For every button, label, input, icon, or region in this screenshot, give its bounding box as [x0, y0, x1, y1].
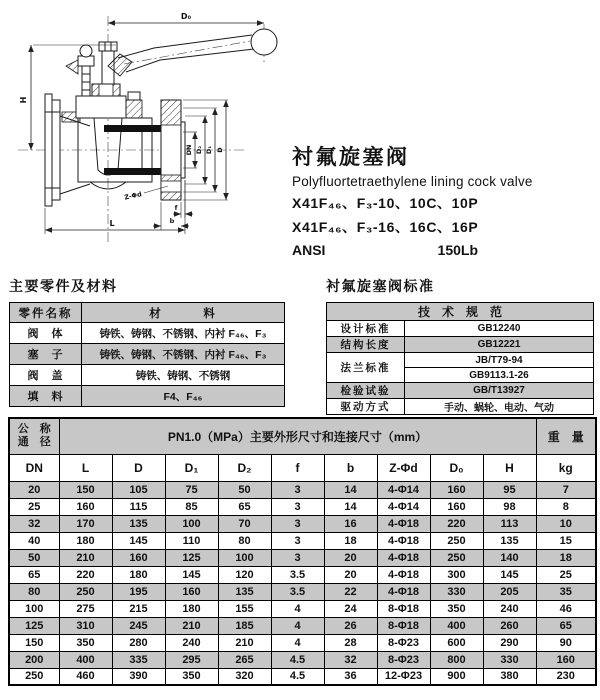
handle-top-edge: [118, 35, 252, 58]
ansi-pressure-class: 150Lb: [437, 242, 478, 258]
product-title-block: [292, 141, 594, 258]
dimension-cell: 335: [112, 651, 165, 668]
standards-row-test: [327, 383, 594, 399]
dimension-cell: 220: [59, 566, 112, 583]
handle-ball-knob: [251, 29, 277, 55]
dimension-cell: 275: [59, 600, 112, 617]
dim-label-d: D: [216, 147, 224, 153]
right-flange-section-top: [161, 100, 181, 125]
nominal-diameter-line2: 通 径: [17, 436, 51, 449]
dimension-cell: 16: [324, 515, 377, 532]
standards-section-heading: 衬氟旋塞阀标准: [326, 278, 435, 294]
dimension-cell: 390: [112, 668, 165, 685]
bonnet: [76, 96, 126, 118]
dimension-cell: 300: [430, 566, 483, 583]
dimension-cell: 160: [536, 651, 596, 668]
dimension-cell: 22: [324, 583, 377, 600]
dimension-cell: 330: [483, 651, 536, 668]
dimension-cell: 145: [165, 566, 218, 583]
dimension-cell: 380: [483, 668, 536, 685]
dimension-cell: 4-Φ14: [377, 481, 430, 498]
dimension-cell: 205: [483, 583, 536, 600]
dimension-row: [9, 498, 596, 515]
dimension-cell: 3: [271, 481, 324, 498]
handle-bottom-edge: [126, 49, 254, 72]
dimension-cell: 3: [271, 532, 324, 549]
dimension-cell: 125: [9, 617, 59, 634]
dimension-cell: 600: [430, 634, 483, 651]
standards-table: [326, 302, 594, 415]
dimension-row: [9, 583, 596, 600]
parts-materials-section: [9, 276, 287, 407]
col-l: L: [59, 454, 112, 481]
dimension-cell: 180: [59, 532, 112, 549]
eye-bolt-shank: [82, 66, 90, 96]
dimension-cell: 150: [9, 634, 59, 651]
dimension-cell: 250: [430, 549, 483, 566]
dimension-cell: 170: [59, 515, 112, 532]
dimension-cell: 90: [536, 634, 596, 651]
dimension-row: [9, 600, 596, 617]
valve-cross-section-drawing: [4, 4, 286, 264]
dimension-cell: 4-Φ18: [377, 566, 430, 583]
parts-col-material: 材 料: [82, 303, 285, 323]
dimension-cell: 20: [324, 549, 377, 566]
dimension-cell: 250: [430, 532, 483, 549]
part-material: 铸铁、铸钢、不锈钢: [82, 365, 285, 386]
dimension-cell: 140: [483, 549, 536, 566]
nominal-diameter-header: [9, 418, 59, 454]
standard-value: 手动、蜗轮、电动、气动: [405, 399, 594, 415]
dimension-cell: 10: [536, 515, 596, 532]
dimension-cell: 4: [271, 617, 324, 634]
product-title-english: Polyfluortetraethylene lining cock valve: [292, 174, 533, 189]
dimension-cell: 220: [430, 515, 483, 532]
dimension-cell: 3: [271, 549, 324, 566]
part-name: 阀 盖: [10, 365, 82, 386]
dimension-cell: 290: [483, 634, 536, 651]
dimension-cell: 115: [112, 498, 165, 515]
dimension-cell: 8-Φ18: [377, 617, 430, 634]
part-material: 铸铁、铸钢、不锈钢、内衬 F₄₆、F₃: [82, 323, 285, 344]
dimension-cell: 250: [59, 583, 112, 600]
dim-label-d0: D₀: [180, 12, 192, 21]
wing-tab-section: [66, 60, 78, 74]
dimension-cell: 75: [165, 481, 218, 498]
dimension-cell: 135: [112, 515, 165, 532]
dimension-cell: 4-Φ18: [377, 583, 430, 600]
valve-technical-drawing: [4, 4, 286, 264]
dimension-row: [9, 651, 596, 668]
dimension-cell: 98: [483, 498, 536, 515]
dimension-cell: 330: [430, 583, 483, 600]
dimension-cell: 100: [218, 549, 271, 566]
col-f: f: [271, 454, 324, 481]
dimension-cell: 18: [536, 549, 596, 566]
standard-value: JB/T79-94: [405, 353, 594, 368]
dimension-cell: 65: [9, 566, 59, 583]
dimensions-section: [8, 417, 597, 686]
gland-section-left: [92, 84, 99, 96]
standards-row-design: [327, 321, 594, 337]
dimension-cell: 280: [112, 634, 165, 651]
col-dn: DN: [9, 454, 59, 481]
dimension-cell: 80: [9, 583, 59, 600]
dimension-cell: 105: [112, 481, 165, 498]
dimension-cell: 4: [271, 600, 324, 617]
dimension-cell: 180: [165, 600, 218, 617]
dimension-row: [9, 566, 596, 583]
dimension-cell: 250: [9, 668, 59, 685]
dimension-cell: 460: [59, 668, 112, 685]
dimension-cell: 120: [218, 566, 271, 583]
dimension-cell: 50: [9, 549, 59, 566]
dimension-cell: 110: [165, 532, 218, 549]
dimension-cell: 4-Φ14: [377, 498, 430, 515]
left-flange-face: [45, 94, 52, 206]
dimension-cell: 8: [536, 498, 596, 515]
standard-value: GB/T13927: [405, 383, 594, 399]
dimension-cell: 125: [165, 549, 218, 566]
standard-label: 法兰标准: [327, 353, 405, 383]
dimension-cell: 113: [483, 515, 536, 532]
dimension-cell: 25: [536, 566, 596, 583]
dim-label-h: H: [19, 96, 28, 104]
dimension-cell: 8-Φ18: [377, 600, 430, 617]
dimension-cell: 265: [218, 651, 271, 668]
dimension-row: [9, 617, 596, 634]
dimension-cell: 310: [59, 617, 112, 634]
dim-label-d2: D₂: [195, 145, 203, 155]
parts-col-name: 零件名称: [10, 303, 82, 323]
weight-header: 重 量: [536, 418, 596, 454]
dim-label-f: f: [174, 204, 178, 212]
standards-row-length: [327, 337, 594, 353]
dimension-cell: 150: [59, 481, 112, 498]
standard-value: GB12240: [405, 321, 594, 337]
stem-nut: [99, 42, 117, 51]
dimension-cell: 350: [59, 634, 112, 651]
parts-materials-table: [9, 302, 285, 407]
dimension-cell: 230: [536, 668, 596, 685]
part-name: 塞 子: [10, 344, 82, 365]
dimension-cell: 28: [324, 634, 377, 651]
left-flange-hub: [52, 100, 60, 200]
eye-bolt-ring: [80, 45, 92, 57]
dimension-cell: 20: [324, 566, 377, 583]
dimension-cell: 32: [9, 515, 59, 532]
dimension-cell: 100: [9, 600, 59, 617]
dimension-row: [9, 532, 596, 549]
dimension-cell: 50: [218, 481, 271, 498]
dimension-cell: 80: [218, 532, 271, 549]
dimension-cell: 7: [536, 481, 596, 498]
dimension-cell: 145: [112, 532, 165, 549]
standards-row-drive: [327, 399, 594, 415]
col-h: H: [483, 454, 536, 481]
standards-row-flange-1: [327, 353, 594, 368]
dimension-cell: 14: [324, 498, 377, 515]
dimension-cell: 210: [59, 549, 112, 566]
dimension-row: [9, 668, 596, 685]
dimension-cell: 160: [430, 498, 483, 515]
dimension-cell: 26: [324, 617, 377, 634]
ansi-rating-line: [292, 242, 478, 258]
standard-label: 设计标准: [327, 321, 405, 337]
dimension-cell: 4.5: [271, 668, 324, 685]
bonnet-bolt-section: [126, 100, 142, 118]
dimension-cell: 350: [165, 668, 218, 685]
dimension-cell: 18: [324, 532, 377, 549]
dimension-cell: 35: [536, 583, 596, 600]
dimensions-span-title: PN1.0（MPa）主要外形尺寸和连接尺寸（mm）: [59, 418, 536, 454]
dim-label-l: L: [109, 219, 115, 228]
dimension-cell: 3: [271, 515, 324, 532]
dimension-cell: 3.5: [271, 566, 324, 583]
dimension-cell: 25: [9, 498, 59, 515]
dimension-row: [9, 481, 596, 498]
dimension-cell: 32: [324, 651, 377, 668]
dimension-cell: 100: [165, 515, 218, 532]
dimension-row: [9, 549, 596, 566]
part-name: 填 料: [10, 386, 82, 407]
dimension-cell: 3.5: [271, 583, 324, 600]
col-d2: D₂: [218, 454, 271, 481]
dimension-cell: 4.5: [271, 651, 324, 668]
parts-row-plug: [10, 344, 285, 365]
dimension-cell: 155: [218, 600, 271, 617]
dimension-cell: 70: [218, 515, 271, 532]
dimension-cell: 160: [165, 583, 218, 600]
dimension-row: [9, 634, 596, 651]
dimension-cell: 20: [9, 481, 59, 498]
standard-label: 检验试验: [327, 383, 405, 399]
dimension-cell: 85: [165, 498, 218, 515]
dimension-cell: 135: [483, 532, 536, 549]
dimension-cell: 800: [430, 651, 483, 668]
col-kg: kg: [536, 454, 596, 481]
dimension-cell: 40: [9, 532, 59, 549]
dimension-cell: 4-Φ18: [377, 515, 430, 532]
dimension-cell: 46: [536, 600, 596, 617]
dimension-cell: 240: [483, 600, 536, 617]
dimension-cell: 12-Φ23: [377, 668, 430, 685]
dimension-cell: 210: [218, 634, 271, 651]
parts-header-row: [10, 303, 285, 323]
dimension-cell: 240: [165, 634, 218, 651]
dimension-cell: 160: [59, 498, 112, 515]
dimension-cell: 160: [430, 481, 483, 498]
parts-row-body: [10, 323, 285, 344]
parts-section-heading: 主要零件及材料: [9, 278, 118, 294]
dim-label-dn: DN: [185, 144, 193, 156]
dimension-cell: 400: [59, 651, 112, 668]
dimension-cell: 185: [218, 617, 271, 634]
dimension-cell: 8-Φ23: [377, 634, 430, 651]
standards-header: 技 术 规 范: [327, 303, 594, 321]
dimension-cell: 4-Φ18: [377, 532, 430, 549]
parts-row-bonnet: [10, 365, 285, 386]
product-title-chinese: 衬氟旋塞阀: [292, 146, 410, 169]
dimension-cell: 210: [165, 617, 218, 634]
dimension-cell: 145: [483, 566, 536, 583]
dim-label-b: b: [169, 217, 175, 225]
dimensions-title-row: [9, 418, 596, 454]
dimension-cell: 180: [112, 566, 165, 583]
standard-label: 驱动方式: [327, 399, 405, 415]
dimension-cell: 15: [536, 532, 596, 549]
bolt-hole: [161, 181, 181, 192]
dimension-cell: 215: [112, 600, 165, 617]
bonnet-bolt-cap: [128, 92, 140, 100]
parts-row-packing: [10, 386, 285, 407]
ansi-label: ANSI: [292, 242, 326, 258]
dimension-cell: 320: [218, 668, 271, 685]
dimension-row: [9, 515, 596, 532]
dimension-cell: 95: [483, 481, 536, 498]
dimension-cell: 350: [430, 600, 483, 617]
dimension-cell: 260: [483, 617, 536, 634]
model-designation-line-2: X41F₄₆、F₃-16、16C、16P: [292, 219, 479, 235]
col-d: D: [112, 454, 165, 481]
dimension-cell: 14: [324, 481, 377, 498]
dimension-cell: 245: [112, 617, 165, 634]
dimensions-column-row: [9, 454, 596, 481]
dimension-cell: 4: [271, 634, 324, 651]
dimension-cell: 3: [271, 498, 324, 515]
standard-value: GB9113.1-26: [405, 368, 594, 383]
dimension-cell: 24: [324, 600, 377, 617]
col-d1: D₁: [165, 454, 218, 481]
standard-label: 结构长度: [327, 337, 405, 353]
dimension-cell: 400: [430, 617, 483, 634]
left-hub-bottom: [60, 184, 90, 194]
dimension-cell: 295: [165, 651, 218, 668]
part-material: F4、F₄₆: [82, 386, 285, 407]
handle-centerline: [124, 41, 250, 64]
dimension-cell: 65: [218, 498, 271, 515]
standards-section: [326, 276, 596, 415]
part-name: 阀 体: [10, 323, 82, 344]
dimension-cell: 160: [112, 549, 165, 566]
part-material: 铸铁、铸钢、不锈钢、内衬 F₄₆、F₃: [82, 344, 285, 365]
nominal-diameter-line1: 公 称: [17, 423, 51, 436]
col-d0: D₀: [430, 454, 483, 481]
standard-value: GB12221: [405, 337, 594, 353]
dimensions-table-body: [9, 481, 596, 685]
dimension-cell: 65: [536, 617, 596, 634]
dimension-cell: 4-Φ18: [377, 549, 430, 566]
dimension-cell: 200: [9, 651, 59, 668]
model-designation-line-1: X41F₄₆、F₃-10、10C、10P: [292, 195, 479, 211]
dimension-cell: 900: [430, 668, 483, 685]
dimension-cell: 135: [218, 583, 271, 600]
col-z-phi-d: Z-Φd: [377, 454, 430, 481]
standards-header-row: [327, 303, 594, 321]
dim-label-d1: D₁: [205, 145, 213, 155]
dimension-cell: 195: [112, 583, 165, 600]
col-b: b: [324, 454, 377, 481]
dim-label-z-phi-d: Z-Φd: [123, 190, 143, 202]
gland-section-right: [113, 84, 120, 96]
dimension-cell: 36: [324, 668, 377, 685]
dimensions-table: [8, 417, 597, 686]
dimension-cell: 8-Φ23: [377, 651, 430, 668]
